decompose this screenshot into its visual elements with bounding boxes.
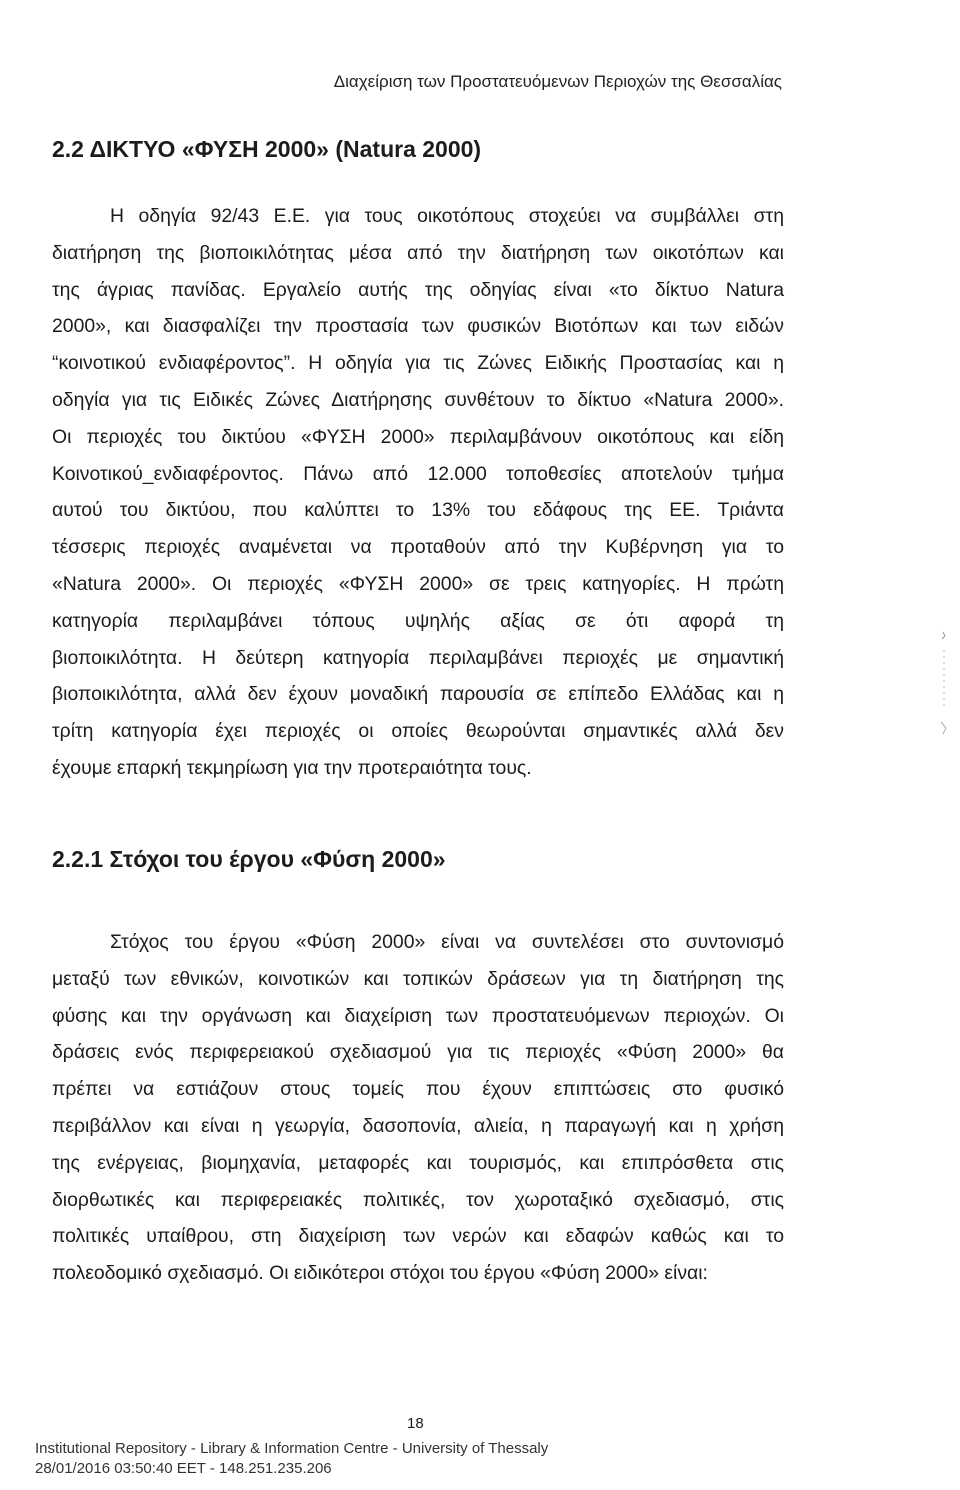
section-heading: 2.2 ΔΙΚΤΥΟ «ΦΥΣΗ 2000» (Natura 2000) xyxy=(52,136,482,162)
paragraph-line: αυτού του δικτύου, που καλύπτει το 13% του εδάφους της ΕΕ. Τριάντα xyxy=(52,499,784,522)
paragraph-line: Στόχος του έργου «Φύση 2000» είναι να συντελέσει στο συντονισμό xyxy=(110,931,784,953)
paragraph-line: διορθωτικές και περιφερειακές πολιτικές, τον χωροταξικό σχεδιασμό, στις xyxy=(52,1188,784,1211)
paragraph-line: “κοινοτικού ενδιαφέροντος”. Η οδηγία για τις Ζώνες Ειδικής Προστασίας και η xyxy=(52,352,784,375)
paragraph-line: κατηγορία περιλαμβάνει τόπους υψηλής αξίας σε ότι αφορά τη xyxy=(52,609,784,632)
paragraph-line: οδηγία για τις Ειδικές Ζώνες Διατήρησης συνθέτουν το δίκτυο «Natura 2000». xyxy=(52,388,784,411)
paragraph-line: «Natura 2000». Οι περιοχές «ΦΥΣΗ 2000» σε τρεις κατηγορίες. Η πρώτη xyxy=(52,572,784,595)
paragraph-line: της άγριας πανίδας. Εργαλείο αυτής της οδηγίας είναι «το δίκτυο Natura xyxy=(52,278,784,301)
paragraph-line: 2000», και διασφαλίζει την προστασία των φυσικών Βιοτόπων και των ειδών xyxy=(52,315,784,338)
paragraph-line: δράσεις ενός περιφερειακού σχεδιασμού για τις περιοχές «Φύση 2000» θα xyxy=(52,1041,784,1064)
subsection-heading: 2.2.1 Στόχοι του έργου «Φύση 2000» xyxy=(52,846,446,872)
running-header: Διαχείριση των Προστατευόμενων Περιοχών της Θεσσαλίας xyxy=(333,72,782,91)
paragraph-line: βιοποικιλότητα. Η δεύτερη κατηγορία περιλαμβάνει περιοχές με σημαντική xyxy=(52,646,784,669)
paragraph-line: φύσης και την οργάνωση και διαχείριση των προστατευόμενων περιοχών. Οι xyxy=(52,1004,784,1027)
paragraph-line: τέσσερις περιοχές αναμένεται να προταθούν από την Κυβέρνηση για το xyxy=(52,536,784,559)
scan-margin-marks xyxy=(938,630,950,740)
section-paragraph xyxy=(52,198,784,787)
paragraph-line: πολιτικές υπαίθρου, στη διαχείριση των νερών και εδαφών καθώς και το xyxy=(52,1225,784,1248)
paragraph-line: μεταξύ των εθνικών, κοινοτικών και τοπικών δράσεων για τη διατήρηση της xyxy=(52,967,784,990)
paragraph-line: έχουμε επαρκή τεκμηρίωση για την προτεραιότητα τους. xyxy=(52,756,532,779)
paragraph-line: διατήρηση της βιοποικιλότητας μέσα από την διατήρηση των οικοτόπων και xyxy=(52,241,784,264)
paragraph-line: πρέπει να εστιάζουν στους τομείς που έχουν επιπτώσεις στο φυσικό xyxy=(52,1078,784,1101)
repository-footer: Institutional Repository - Library & Information Centre - University of Thessaly xyxy=(35,1440,549,1457)
download-timestamp: 28/01/2016 03:50:40 EET - 148.251.235.206 xyxy=(35,1460,332,1477)
paragraph-line: βιοποικιλότητα, αλλά δεν έχουν μοναδική παρουσία σε επίπεδο Ελλάδας και η xyxy=(52,683,784,706)
page-number: 18 xyxy=(407,1415,424,1432)
paragraph-line: Κοινοτικού_ενδιαφέροντος. Πάνω από 12.000 τοποθεσίες αποτελούν τμήμα xyxy=(52,462,784,485)
paragraph-line: Η οδηγία 92/43 Ε.Ε. για τους οικοτόπους στοχεύει να συμβάλλει στη xyxy=(110,205,784,227)
paragraph-line: της ενέργειας, βιομηχανία, μεταφορές και τουρισμός, και επιπρόσθετα στις xyxy=(52,1151,784,1174)
paragraph-line: πολεοδομικό σχεδιασμό. Οι ειδικότεροι στόχοι του έργου «Φύση 2000» είναι: xyxy=(52,1262,708,1285)
paragraph-line: περιβάλλον και είναι η γεωργία, δασοπονία, αλιεία, η παραγωγή και η χρήση xyxy=(52,1114,784,1137)
paragraph-line: Οι περιοχές του δικτύου «ΦΥΣΗ 2000» περιλαμβάνουν οικοτόπους και είδη xyxy=(52,425,784,448)
subsection-paragraph xyxy=(52,924,784,1292)
paragraph-line: τρίτη κατηγορία έχει περιοχές οι οποίες θεωρούνται σημαντικές αλλά δεν xyxy=(52,720,784,743)
